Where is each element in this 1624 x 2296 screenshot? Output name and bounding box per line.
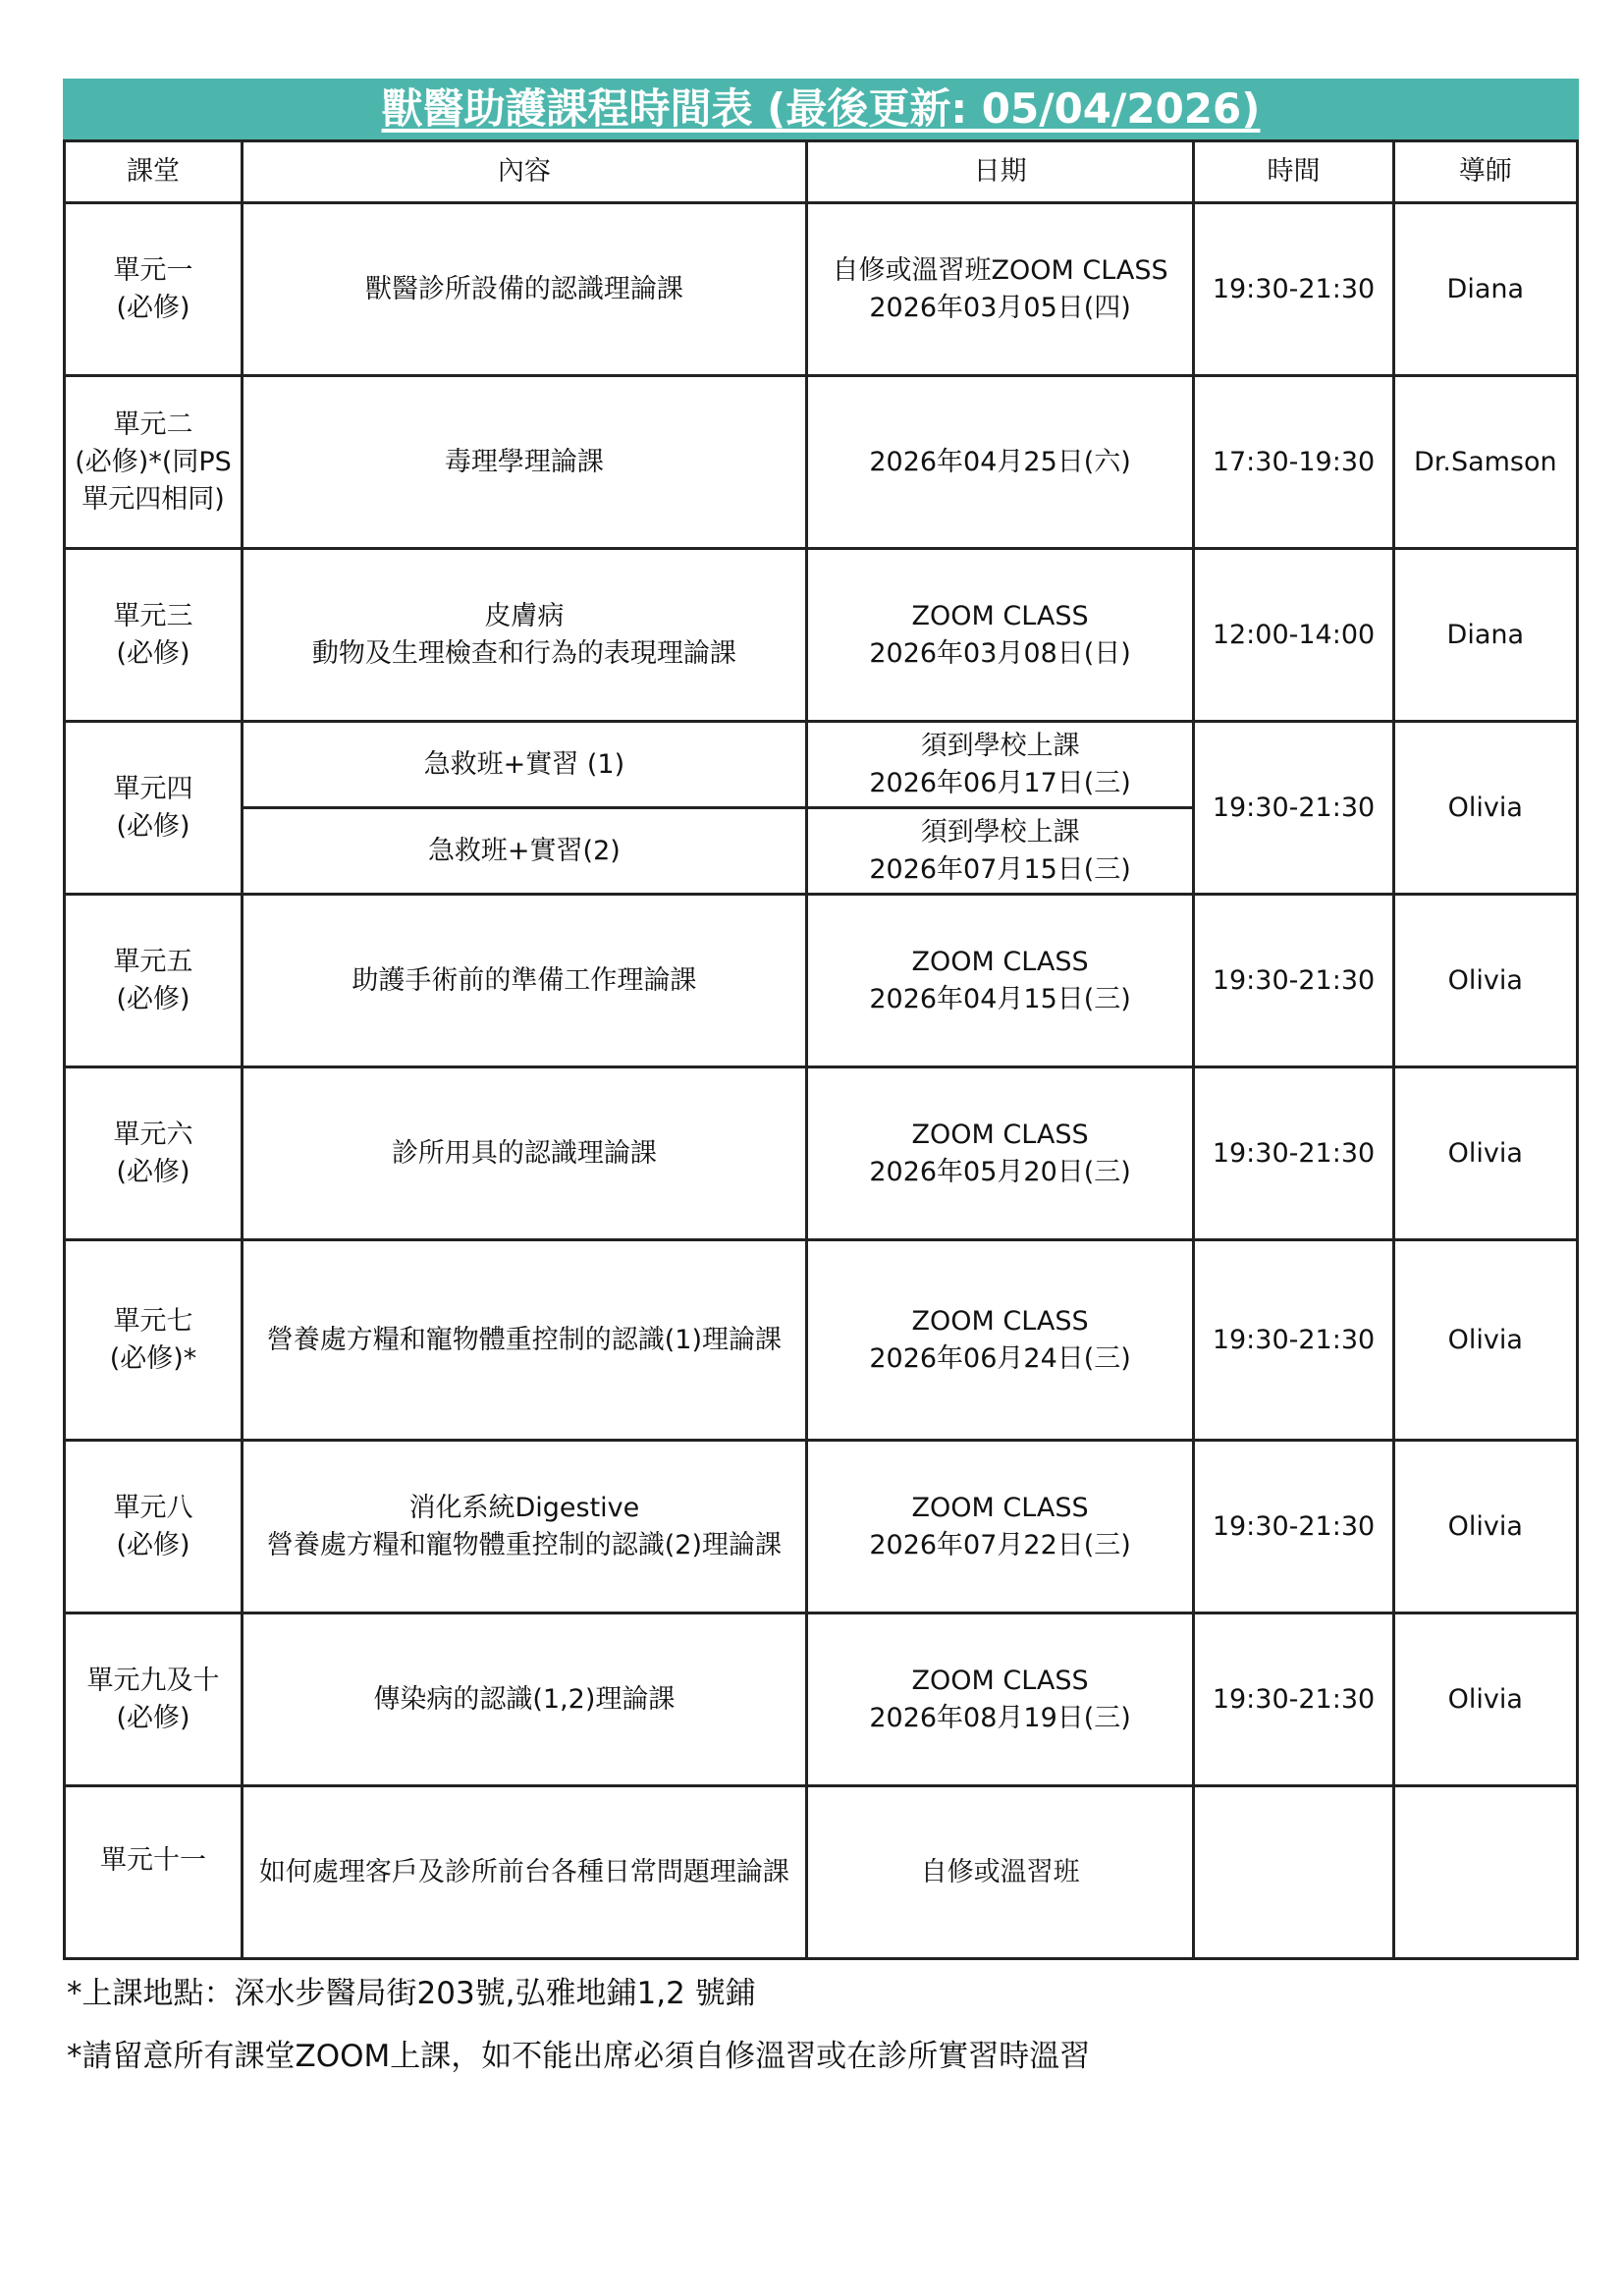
header-unit: 課堂 xyxy=(65,141,243,203)
content-cell: 傳染病的認識(1,2)理論課 xyxy=(243,1613,807,1786)
table-row xyxy=(65,1613,1578,1786)
tutor-cell: Dr.Samson xyxy=(1393,376,1577,549)
header-date: 日期 xyxy=(806,141,1194,203)
schedule-table xyxy=(63,139,1579,1960)
table-row xyxy=(65,203,1578,376)
time-cell: 19:30-21:30 xyxy=(1194,722,1393,895)
tutor-cell xyxy=(1393,1786,1577,1959)
unit-cell: 單元九及十 (必修) xyxy=(65,1613,243,1786)
tutor-cell: Diana xyxy=(1393,203,1577,376)
table-row xyxy=(65,1786,1578,1959)
table-row xyxy=(65,1240,1578,1441)
time-cell: 19:30-21:30 xyxy=(1194,1613,1393,1786)
table-row xyxy=(65,1441,1578,1613)
tutor-cell: Olivia xyxy=(1393,722,1577,895)
time-cell: 19:30-21:30 xyxy=(1194,1067,1393,1240)
time-cell: 19:30-21:30 xyxy=(1194,1441,1393,1613)
date-cell: 須到學校上課 2026年07月15日(三) xyxy=(806,808,1194,895)
unit-cell: 單元七 (必修)* xyxy=(65,1240,243,1441)
unit-cell: 單元十一 xyxy=(65,1786,243,1959)
content-cell: 診所用具的認識理論課 xyxy=(243,1067,807,1240)
content-cell: 毒理學理論課 xyxy=(243,376,807,549)
time-cell: 19:30-21:30 xyxy=(1194,1240,1393,1441)
time-cell: 19:30-21:30 xyxy=(1194,895,1393,1067)
header-content: 內容 xyxy=(243,141,807,203)
date-cell: 自修或溫習班ZOOM CLASS 2026年03月05日(四) xyxy=(806,203,1194,376)
date-cell: ZOOM CLASS 2026年05月20日(三) xyxy=(806,1067,1194,1240)
tutor-cell: Olivia xyxy=(1393,1067,1577,1240)
unit-cell: 單元五 (必修) xyxy=(65,895,243,1067)
date-cell: 須到學校上課 2026年06月17日(三) xyxy=(806,722,1194,808)
tutor-cell: Olivia xyxy=(1393,1613,1577,1786)
header-tutor: 導師 xyxy=(1393,141,1577,203)
content-cell: 急救班+實習(2) xyxy=(243,808,807,895)
unit-cell: 單元一 (必修) xyxy=(65,203,243,376)
time-cell: 19:30-21:30 xyxy=(1194,203,1393,376)
unit-cell: 單元三 (必修) xyxy=(65,549,243,722)
table-row xyxy=(65,722,1578,808)
footnotes xyxy=(67,1974,1090,2100)
content-cell: 如何處理客戶及診所前台各種日常問題理論課 xyxy=(243,1786,807,1959)
unit-cell: 單元八 (必修) xyxy=(65,1441,243,1613)
time-cell: 12:00-14:00 xyxy=(1194,549,1393,722)
time-cell xyxy=(1194,1786,1393,1959)
header-time: 時間 xyxy=(1194,141,1393,203)
unit-cell: 單元六 (必修) xyxy=(65,1067,243,1240)
table-row xyxy=(65,1067,1578,1240)
date-cell: ZOOM CLASS 2026年04月15日(三) xyxy=(806,895,1194,1067)
schedule-page xyxy=(63,79,1579,1960)
content-cell: 獸醫診所設備的認識理論課 xyxy=(243,203,807,376)
location-note: *上課地點：深水步醫局街203號,弘雅地鋪1,2 號鋪 xyxy=(67,1976,756,2011)
table-row xyxy=(65,376,1578,549)
date-cell: 自修或溫習班 xyxy=(806,1786,1194,1959)
date-cell: ZOOM CLASS 2026年08月19日(三) xyxy=(806,1613,1194,1786)
unit-cell: 單元四 (必修) xyxy=(65,722,243,895)
content-cell: 皮膚病 動物及生理檢查和行為的表現理論課 xyxy=(243,549,807,722)
unit-cell: 單元二 (必修)*(同PS 單元四相同) xyxy=(65,376,243,549)
date-cell: ZOOM CLASS 2026年06月24日(三) xyxy=(806,1240,1194,1441)
zoom-note: *請留意所有課堂ZOOM上課，如不能出席必須自修溫習或在診所實習時溫習 xyxy=(67,2039,1091,2074)
tutor-cell: Olivia xyxy=(1393,1441,1577,1613)
table-row xyxy=(65,895,1578,1067)
date-cell: 2026年04月25日(六) xyxy=(806,376,1194,549)
content-cell: 助護手術前的準備工作理論課 xyxy=(243,895,807,1067)
page-title: 獸醫助護課程時間表 (最後更新: 05/04/2026) xyxy=(63,79,1579,139)
content-cell: 營養處方糧和寵物體重控制的認識(1)理論課 xyxy=(243,1240,807,1441)
date-cell: ZOOM CLASS 2026年03月08日(日) xyxy=(806,549,1194,722)
tutor-cell: Diana xyxy=(1393,549,1577,722)
date-cell: ZOOM CLASS 2026年07月22日(三) xyxy=(806,1441,1194,1613)
table-header-row xyxy=(65,141,1578,203)
content-cell: 急救班+實習 (1) xyxy=(243,722,807,808)
content-cell: 消化系統Digestive 營養處方糧和寵物體重控制的認識(2)理論課 xyxy=(243,1441,807,1613)
time-cell: 17:30-19:30 xyxy=(1194,376,1393,549)
tutor-cell: Olivia xyxy=(1393,895,1577,1067)
tutor-cell: Olivia xyxy=(1393,1240,1577,1441)
table-row xyxy=(65,549,1578,722)
